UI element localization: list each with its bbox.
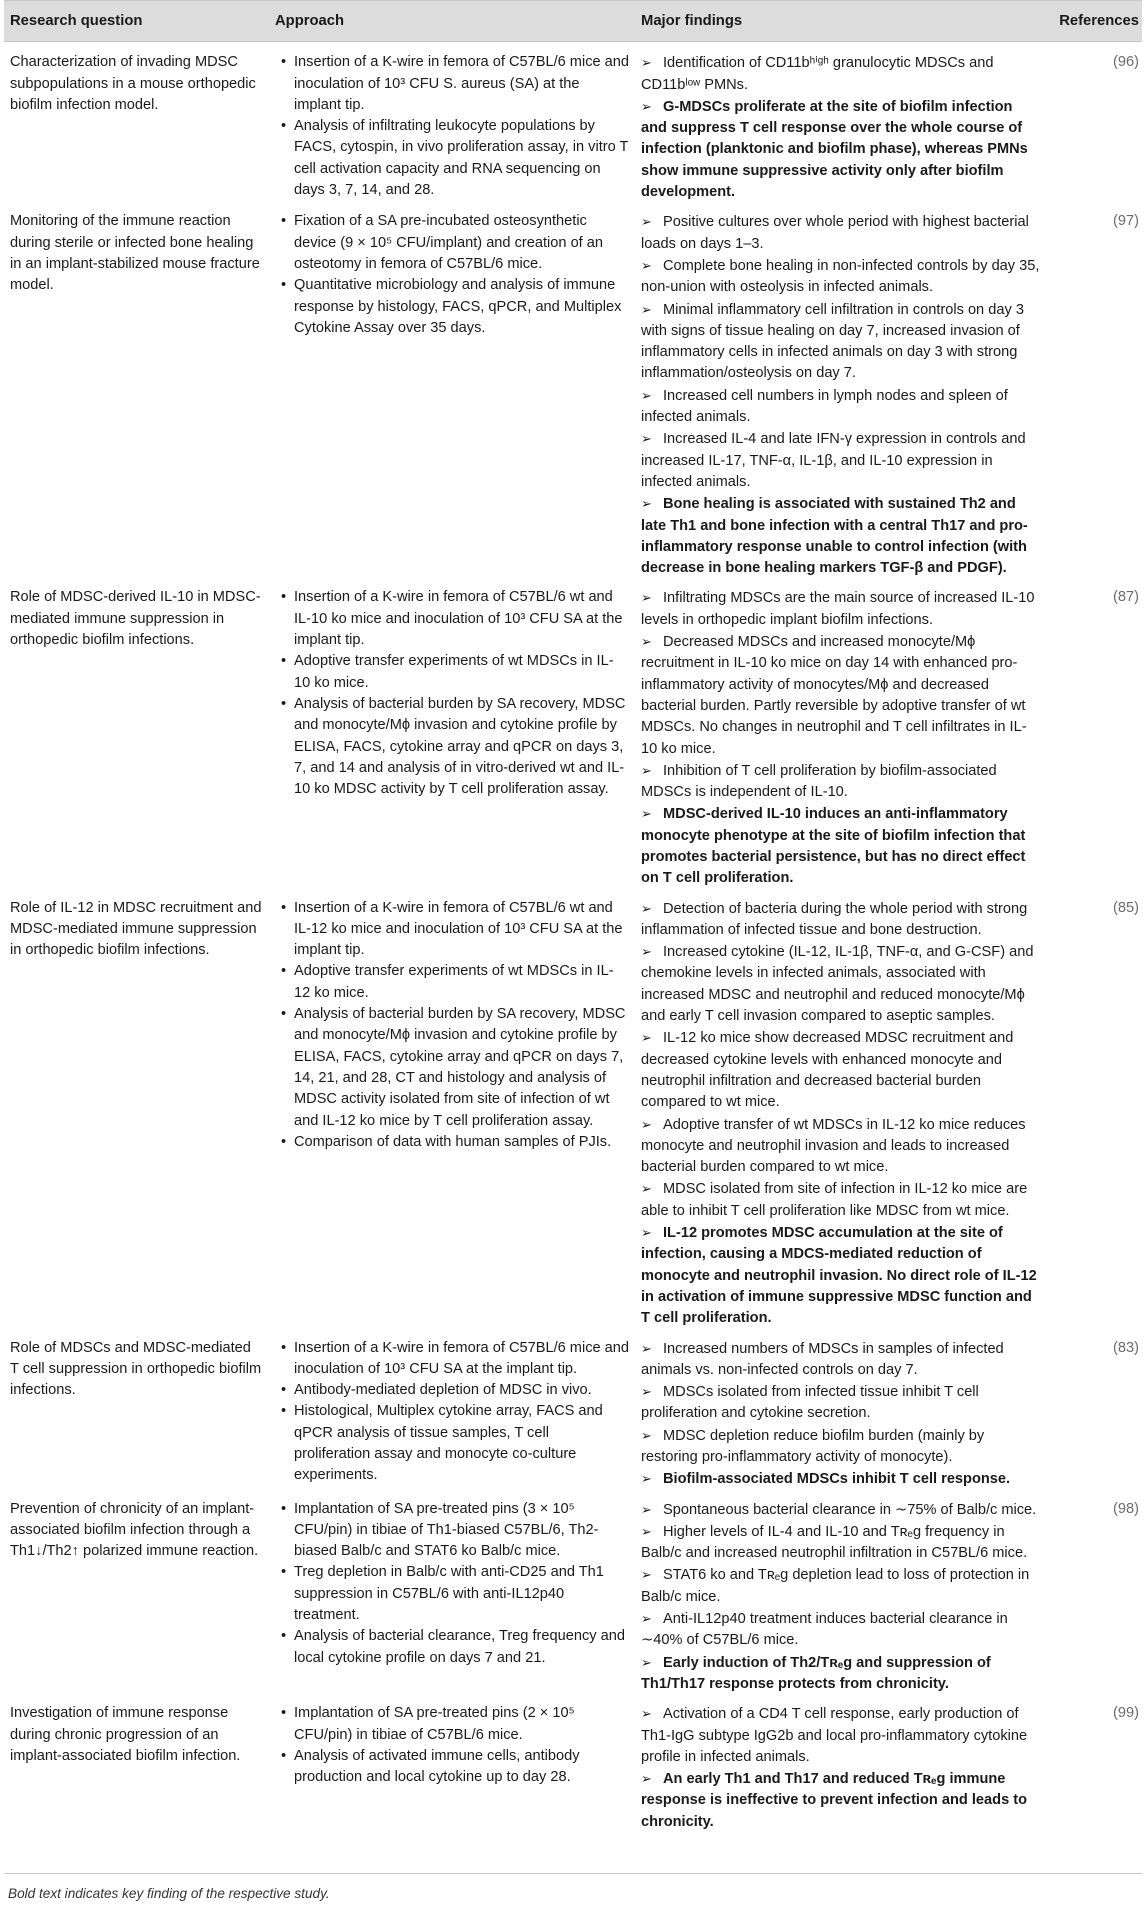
approach-item: • Analysis of activated immune cells, antibody production and local cytokine up to day 28.: [275, 1746, 629, 1789]
arrow-bullet-icon: ➢: [641, 762, 652, 778]
arrow-bullet-icon: ➢: [641, 1340, 652, 1356]
finding-text: Minimal inflammatory cell infiltration in controls on day 3 with signs of tissue healing on day 7, increased invasion of inflammatory cells in infected animals on day 3 with strong inflammation/osteolysis on day 7.: [641, 301, 1024, 382]
arrow-bullet-icon: ➢: [641, 1654, 652, 1670]
finding-item: [641, 385, 1040, 429]
arrow-bullet-icon: ➢: [641, 1427, 652, 1443]
finding-item: [641, 428, 1040, 493]
finding-text: IL-12 ko mice show decreased MDSC recruitment and decreased cytokine levels with enhanced monocyte and neutrophil infiltration and decreased bacterial burden compared to wt mice.: [641, 1030, 1014, 1111]
reference-cell: (99): [1113, 1705, 1139, 1722]
finding-text: MDSCs isolated from infected tissue inhibit T cell proliferation and cytokine secretion.: [641, 1384, 979, 1422]
approach-item: • Adoptive transfer experiments of wt MDSCs in IL-10 ko mice.: [275, 651, 629, 694]
finding-item: [641, 1564, 1040, 1608]
approach-item: • Quantitative microbiology and analysis of immune response by histology, FACS, qPCR, and Multiplex Cytokine Assay over 35 days.: [275, 275, 629, 339]
approach-item: • Adoptive transfer experiments of wt MDSCs in IL-12 ko mice.: [275, 961, 629, 1004]
approach-item: • Analysis of bacterial burden by SA recovery, MDSC and monocyte/Mϕ invasion and cytokine profile by ELISA, FACS, cytokine array and qPCR on days 7, 14, 21, and 28, CT and histology and analysis of MDSC activity isolated from site of infection of wt and IL-12 ko mice by T cell proliferation assay.: [275, 1004, 629, 1132]
finding-text: Spontaneous bacterial clearance in ∼75% of Balb/c mice.: [663, 1501, 1037, 1518]
findings-list: [641, 1703, 1040, 1833]
key-finding-item: [641, 1222, 1040, 1329]
approach-item: • Analysis of bacterial clearance, Treg frequency and local cytokine profile on days 7 and 21.: [275, 1626, 629, 1669]
header-major-findings: Major findings: [635, 1, 1046, 42]
arrow-bullet-icon: ➢: [641, 55, 652, 71]
finding-item: [641, 299, 1040, 385]
table-row: [4, 209, 1142, 585]
finding-item: [641, 1338, 1040, 1382]
findings-table: [4, 0, 1142, 1839]
arrow-bullet-icon: ➢: [641, 496, 652, 512]
header-research-question: Research question: [4, 1, 269, 42]
research-question-cell: Investigation of immune response during chronic progression of an implant-associated biofilm infection.: [10, 1705, 241, 1764]
key-finding-item: [641, 1652, 1040, 1696]
finding-item: [641, 1608, 1040, 1652]
arrow-bullet-icon: ➢: [641, 1771, 652, 1787]
approach-cell: [269, 896, 635, 1336]
approach-list: [275, 1703, 629, 1788]
finding-text: Increased IL-4 and late IFN-γ expression in controls and increased IL-17, TNF-α, IL-1β, and IL-10 expression in infected animals.: [641, 431, 1026, 490]
finding-item: [641, 52, 1040, 96]
findings-list: [641, 587, 1040, 889]
approach-cell: [269, 209, 635, 585]
approach-list: [275, 52, 629, 201]
finding-item: [641, 1114, 1040, 1179]
approach-list: [275, 211, 629, 339]
finding-item: [641, 941, 1040, 1027]
research-question-cell: Prevention of chronicity of an implant-associated biofilm infection through a Th1↓/Th2↑ polarized immune reaction.: [10, 1500, 259, 1560]
approach-cell: [269, 1497, 635, 1702]
reference-cell: (96): [1113, 54, 1139, 71]
finding-text: Bone healing is associated with sustained Th2 and late Th1 and bone infection with a central Th17 and pro-inflammatory response unable to control infection (with decrease in bone healing markers TGF-β and PDGF).: [641, 496, 1028, 577]
table-row: [4, 896, 1142, 1336]
arrow-bullet-icon: ➢: [641, 1225, 652, 1241]
arrow-bullet-icon: ➢: [641, 944, 652, 960]
findings-cell: [635, 42, 1046, 210]
finding-item: [641, 1027, 1040, 1113]
arrow-bullet-icon: ➢: [641, 257, 652, 273]
header-approach: Approach: [269, 1, 635, 42]
findings-list: [641, 898, 1040, 1330]
arrow-bullet-icon: ➢: [641, 98, 652, 114]
approach-item: • Analysis of infiltrating leukocyte populations by FACS, cytospin, in vivo proliferation assay, in vitro T cell activation capacity and RNA sequencing on days 3, 7, 14, and 28.: [275, 116, 629, 201]
arrow-bullet-icon: ➢: [641, 590, 652, 606]
approach-item: • Fixation of a SA pre-incubated osteosynthetic device (9 × 10⁵ CFU/implant) and creation of an osteotomy in femora of C57BL/6 mice.: [275, 211, 629, 275]
approach-item: • Implantation of SA pre-treated pins (2 × 10⁵ CFU/pin) in tibiae of C57BL/6 mice.: [275, 1703, 629, 1746]
approach-item: • Histological, Multiplex cytokine array, FACS and qPCR analysis of tissue samples, T cell proliferation assay and monocyte co-culture experiments.: [275, 1401, 629, 1486]
finding-item: [641, 1521, 1040, 1565]
arrow-bullet-icon: ➢: [641, 1501, 652, 1517]
key-finding-item: [641, 1768, 1040, 1833]
finding-item: [641, 898, 1040, 942]
arrow-bullet-icon: ➢: [641, 1567, 652, 1583]
approach-cell: [269, 1701, 635, 1839]
finding-text: An early Th1 and Th17 and reduced Tʀₑg immune response is ineffective to prevent infection and leads to chronicity.: [641, 1771, 1028, 1830]
arrow-bullet-icon: ➢: [641, 806, 652, 822]
approach-item: • Antibody-mediated depletion of MDSC in vivo.: [275, 1380, 629, 1401]
arrow-bullet-icon: ➢: [641, 634, 652, 650]
finding-text: Complete bone healing in non-infected controls by day 35, non-union with osteolysis in infected animals.: [641, 257, 1040, 296]
table-footnote: Bold text indicates key finding of the respective study.: [8, 1886, 330, 1901]
arrow-bullet-icon: ➢: [641, 1116, 652, 1132]
finding-item: [641, 760, 1040, 804]
arrow-bullet-icon: ➢: [641, 1611, 652, 1627]
arrow-bullet-icon: ➢: [641, 1181, 652, 1197]
table-row: [4, 1497, 1142, 1702]
reference-cell: (97): [1113, 213, 1139, 230]
findings-cell: [635, 209, 1046, 585]
research-question-cell: Role of IL-12 in MDSC recruitment and MDSC-mediated immune suppression in orthopedic biofilm infections.: [10, 899, 262, 959]
finding-text: Increased cytokine (IL-12, IL-1β, TNF-α, and G-CSF) and chemokine levels in infected animals, associated with increased MDSC and neutrophil and reduced monocyte/Mϕ and early T cell invasion compared to aseptic samples.: [641, 944, 1034, 1025]
research-question-cell: Role of MDSC-derived IL-10 in MDSC-mediated immune suppression in orthopedic biofilm infections.: [10, 589, 261, 649]
finding-item: [641, 1499, 1040, 1521]
approach-item: • Analysis of bacterial burden by SA recovery, MDSC and monocyte/Mϕ invasion and cytokine profile by ELISA, FACS, cytokine array and qPCR on days 3, 7, and 14 and analysis of in vitro-derived wt and IL-10 ko MDSC activity by T cell proliferation assay.: [275, 694, 629, 800]
findings-list: [641, 211, 1040, 579]
key-finding-item: [641, 493, 1040, 579]
table-row: [4, 42, 1142, 210]
findings-cell: [635, 896, 1046, 1336]
reference-cell: (98): [1113, 1500, 1139, 1517]
approach-item: • Implantation of SA pre-treated pins (3 × 10⁵ CFU/pin) in tibiae of Th1-biased C57BL/6, Th2-biased Balb/c and STAT6 ko Balb/c mice.: [275, 1499, 629, 1563]
finding-text: Biofilm-associated MDSCs inhibit T cell response.: [663, 1471, 1011, 1488]
arrow-bullet-icon: ➢: [641, 900, 652, 916]
arrow-bullet-icon: ➢: [641, 387, 652, 403]
arrow-bullet-icon: ➢: [641, 1523, 652, 1539]
finding-text: MDSC isolated from site of infection in IL-12 ko mice are able to inhibit T cell proliferation like MDSC from wt mice.: [641, 1181, 1028, 1219]
findings-list: [641, 1499, 1040, 1696]
approach-item: • Comparison of data with human samples of PJIs.: [275, 1132, 629, 1153]
finding-text: Increased cell numbers in lymph nodes and spleen of infected animals.: [641, 387, 1008, 426]
research-question-cell: Role of MDSCs and MDSC-mediated T cell suppression in orthopedic biofilm infections.: [10, 1339, 262, 1399]
finding-text: Anti-IL12p40 treatment induces bacterial clearance in ∼40% of C57BL/6 mice.: [641, 1611, 1008, 1649]
finding-text: MDSC depletion reduce biofilm burden (mainly by restoring pro-inflammatory activity of monocyte).: [641, 1427, 985, 1465]
finding-text: Early induction of Th2/Tʀₑg and suppression of Th1/Th17 response protects from chronicity.: [641, 1654, 991, 1692]
finding-text: Adoptive transfer of wt MDSCs in IL-12 ko mice reduces monocyte and neutrophil invasion and leads to increased bacterial burden compared to wt mice.: [641, 1116, 1026, 1176]
findings-list: [641, 1338, 1040, 1491]
approach-cell: [269, 585, 635, 895]
finding-item: [641, 1381, 1040, 1425]
finding-text: MDSC-derived IL-10 induces an anti-inflammatory monocyte phenotype at the site of biofilm infection that promotes bacterial persistence, but has no direct effect on T cell proliferation.: [641, 806, 1026, 887]
reference-cell: (87): [1113, 589, 1139, 606]
finding-text: IL-12 promotes MDSC accumulation at the site of infection, causing a MDCS-mediated reduction of monocyte and neutrophil invasion. No direct role of IL-12 in activation of immune suppressive MDSC function and T cell proliferation.: [641, 1225, 1037, 1327]
finding-item: [641, 631, 1040, 760]
findings-cell: [635, 1336, 1046, 1497]
finding-item: [641, 1178, 1040, 1222]
research-question-cell: Monitoring of the immune reaction during sterile or infected bone healing in an implant-stabilized mouse fracture model.: [10, 213, 260, 294]
approach-item: • Insertion of a K-wire in femora of C57BL/6 wt and IL-12 ko mice and inoculation of 10³ CFU SA at the implant tip.: [275, 898, 629, 962]
arrow-bullet-icon: ➢: [641, 1706, 652, 1722]
arrow-bullet-icon: ➢: [641, 1030, 652, 1046]
finding-text: STAT6 ko and Tʀₑg depletion lead to loss of protection in Balb/c mice.: [641, 1567, 1030, 1605]
approach-cell: [269, 1336, 635, 1497]
research-question-cell: Characterization of invading MDSC subpopulations in a mouse orthopedic biofilm infection model.: [10, 54, 256, 113]
table-body: [4, 42, 1142, 1839]
header-references: References: [1046, 1, 1142, 42]
approach-cell: [269, 42, 635, 210]
approach-item: • Insertion of a K-wire in femora of C57BL/6 mice and inoculation of 10³ CFU SA at the implant tip.: [275, 1338, 629, 1381]
footer-divider: [4, 1873, 1142, 1874]
finding-text: Activation of a CD4 T cell response, early production of Th1-IgG subtype IgG2b and local pro-inflammatory cytokine profile in infected animals.: [641, 1706, 1028, 1765]
finding-item: [641, 1425, 1040, 1469]
arrow-bullet-icon: ➢: [641, 1384, 652, 1400]
finding-text: Inhibition of T cell proliferation by biofilm-associated MDSCs is independent of IL-10.: [641, 762, 997, 801]
finding-text: Positive cultures over whole period with highest bacterial loads on days 1–3.: [641, 214, 1029, 252]
arrow-bullet-icon: ➢: [641, 431, 652, 447]
finding-item: [641, 1703, 1040, 1768]
finding-text: Increased numbers of MDSCs in samples of infected animals vs. non-infected controls on day 7.: [641, 1340, 1004, 1378]
approach-list: [275, 587, 629, 800]
finding-text: G-MDSCs proliferate at the site of biofilm infection and suppress T cell response over the whole course of infection (planktonic and biofilm phase), whereas PMNs show immune suppressive activity only after biofilm development.: [641, 98, 1028, 201]
table-header-row: [4, 1, 1142, 42]
approach-list: [275, 1338, 629, 1487]
finding-text: Decreased MDSCs and increased monocyte/Mϕ recruitment in IL-10 ko mice on day 14 with enhanced pro-inflammatory activity of monocytes/Mϕ and decreased bacterial burden. Partly reversible by adoptive transfer of wt MDSCs. No changes in neutrophil and T cell infiltrates in IL-10 ko mice.: [641, 634, 1027, 757]
finding-item: [641, 587, 1040, 631]
approach-item: • Treg depletion in Balb/c with anti-CD25 and Th1 suppression in C57BL/6 with anti-IL12p40 treatment.: [275, 1562, 629, 1626]
findings-list: [641, 52, 1040, 203]
key-finding-item: [641, 1468, 1040, 1490]
finding-item: [641, 255, 1040, 299]
table-row: [4, 1701, 1142, 1839]
arrow-bullet-icon: ➢: [641, 301, 652, 317]
finding-text: Detection of bacteria during the whole period with strong inflammation of infected tissue and bone destruction.: [641, 900, 1028, 938]
finding-text: Identification of CD11bʰⁱᵍʰ granulocytic MDSCs and CD11bˡᵒʷ PMNs.: [641, 55, 994, 93]
reference-cell: (85): [1113, 899, 1139, 916]
reference-cell: (83): [1113, 1339, 1139, 1356]
finding-text: Infiltrating MDSCs are the main source of increased IL-10 levels in orthopedic implant biofilm infections.: [641, 590, 1035, 628]
table-row: [4, 1336, 1142, 1497]
finding-text: Higher levels of IL-4 and IL-10 and Tʀₑg frequency in Balb/c and increased neutrophil infiltration in C57BL/6 mice.: [641, 1523, 1028, 1562]
finding-item: [641, 211, 1040, 255]
approach-list: [275, 1499, 629, 1669]
table-row: [4, 585, 1142, 895]
key-finding-item: [641, 803, 1040, 889]
approach-item: • Insertion of a K-wire in femora of C57BL/6 wt and IL-10 ko mice and inoculation of 10³ CFU SA at the implant tip.: [275, 587, 629, 651]
arrow-bullet-icon: ➢: [641, 1471, 652, 1487]
approach-item: • Insertion of a K-wire in femora of C57BL/6 mice and inoculation of 10³ CFU S. aureus (SA) at the implant tip.: [275, 52, 629, 116]
approach-list: [275, 898, 629, 1154]
findings-cell: [635, 585, 1046, 895]
findings-cell: [635, 1497, 1046, 1702]
findings-cell: [635, 1701, 1046, 1839]
key-finding-item: [641, 96, 1040, 203]
arrow-bullet-icon: ➢: [641, 214, 652, 230]
